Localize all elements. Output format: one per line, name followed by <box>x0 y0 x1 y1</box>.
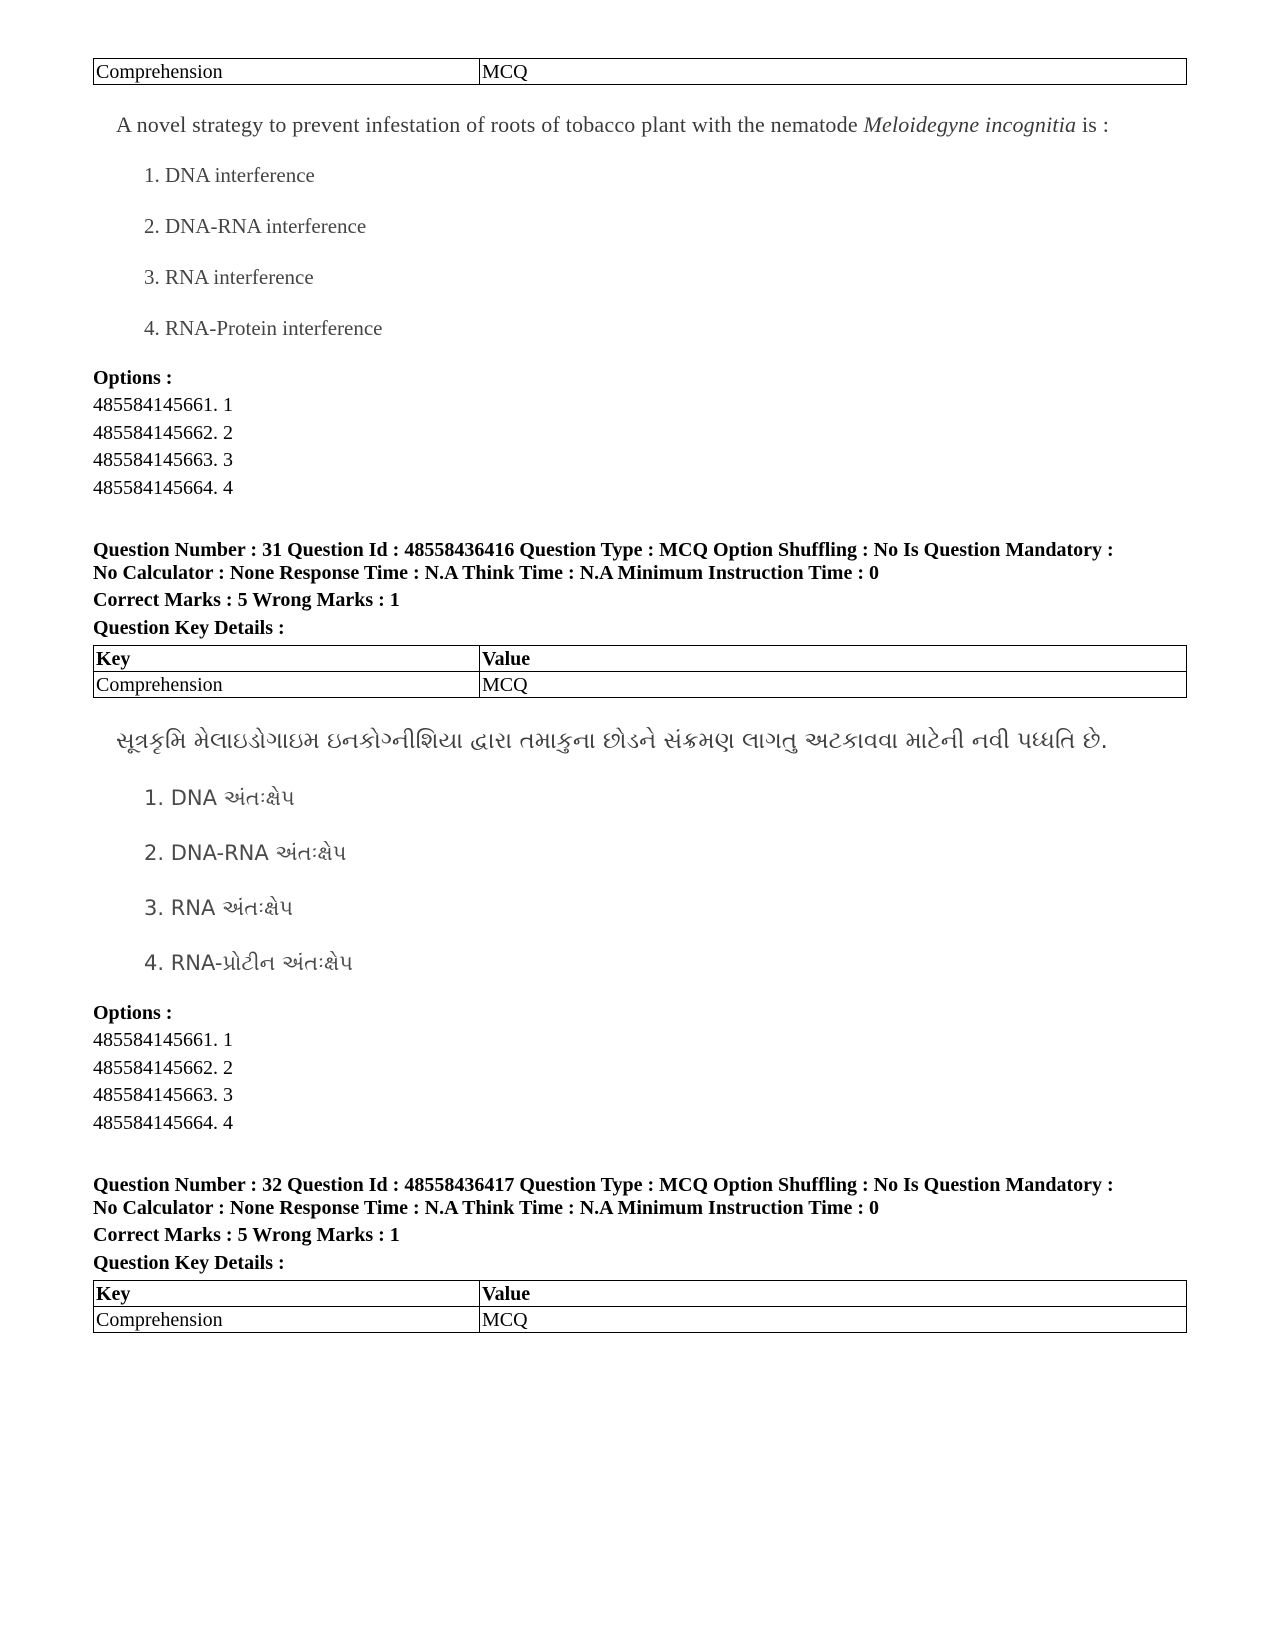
marks-line: Correct Marks : 5 Wrong Marks : 1 <box>93 1224 400 1246</box>
option-line: 485584145663. 3 <box>93 449 233 471</box>
option-line: 485584145662. 2 <box>93 1057 233 1079</box>
option-line: 485584145664. 4 <box>93 477 233 499</box>
question-meta-line: Question Number : 31 Question Id : 48558436416 Question Type : MCQ Option Shuffling : No Is Question Mandatory : <box>93 539 1114 561</box>
question-stem-prefix: A novel strategy to prevent infestation of roots of tobacco plant with the nematode <box>116 112 858 137</box>
table-cell-key: Comprehension <box>94 672 480 698</box>
table-row <box>94 1307 1187 1333</box>
options-label: Options : <box>93 367 173 389</box>
key-value-table <box>93 645 1187 698</box>
choice-item: 3. RNA અંતઃક્ષેપ <box>144 896 294 920</box>
table-cell-value: MCQ <box>480 1307 1187 1333</box>
choice-item: 1. DNA interference <box>144 163 315 187</box>
question-stem-species: Meloidegyne incognitia <box>863 112 1077 137</box>
question-meta-line: No Calculator : None Response Time : N.A Think Time : N.A Minimum Instruction Time : 0 <box>93 562 879 584</box>
key-value-table <box>93 1280 1187 1333</box>
option-line: 485584145661. 1 <box>93 394 233 416</box>
question-stem <box>116 112 1109 138</box>
option-line: 485584145661. 1 <box>93 1029 233 1051</box>
choice-item: 4. RNA-પ્રોટીન અંતઃક્ષેપ <box>144 951 353 975</box>
table-header-key: Key <box>94 1281 480 1307</box>
choice-item: 3. RNA interference <box>144 265 314 289</box>
option-line: 485584145663. 3 <box>93 1084 233 1106</box>
table-header-key: Key <box>94 646 480 672</box>
option-line: 485584145662. 2 <box>93 422 233 444</box>
table-header-value: Value <box>480 646 1187 672</box>
key-details-label: Question Key Details : <box>93 1252 285 1274</box>
choice-item: 2. DNA-RNA interference <box>144 214 367 238</box>
question-stem: સૂત્રકૃમિ મેલાઇડોગાઇમ ઇનકોગ્નીશિયા દ્વારા તમાકુના છોડને સંક્રમણ લાગતુ અટકાવવા માટેની નવી પધ્ધતિ છે. <box>116 728 1108 754</box>
table-cell-value: MCQ <box>480 672 1187 698</box>
options-label: Options : <box>93 1002 173 1024</box>
question-meta-line: Question Number : 32 Question Id : 48558436417 Question Type : MCQ Option Shuffling : No Is Question Mandatory : <box>93 1174 1114 1196</box>
table-header-row <box>94 646 1187 672</box>
table-row <box>94 672 1187 698</box>
table-header-row <box>94 1281 1187 1307</box>
table-cell-key: Comprehension <box>94 59 480 85</box>
key-details-label: Question Key Details : <box>93 617 285 639</box>
table-row <box>94 59 1187 85</box>
question-meta-line: No Calculator : None Response Time : N.A Think Time : N.A Minimum Instruction Time : 0 <box>93 1197 879 1219</box>
choice-item: 1. DNA અંતઃક્ષેપ <box>144 786 295 810</box>
table-header-value: Value <box>480 1281 1187 1307</box>
table-cell-key: Comprehension <box>94 1307 480 1333</box>
option-line: 485584145664. 4 <box>93 1112 233 1134</box>
top-key-value-table <box>93 58 1187 85</box>
table-cell-value: MCQ <box>480 59 1187 85</box>
question-stem-suffix: is : <box>1081 112 1110 137</box>
choice-item: 2. DNA-RNA અંતઃક્ષેપ <box>144 841 347 865</box>
marks-line: Correct Marks : 5 Wrong Marks : 1 <box>93 589 400 611</box>
choice-item: 4. RNA-Protein interference <box>144 316 383 340</box>
